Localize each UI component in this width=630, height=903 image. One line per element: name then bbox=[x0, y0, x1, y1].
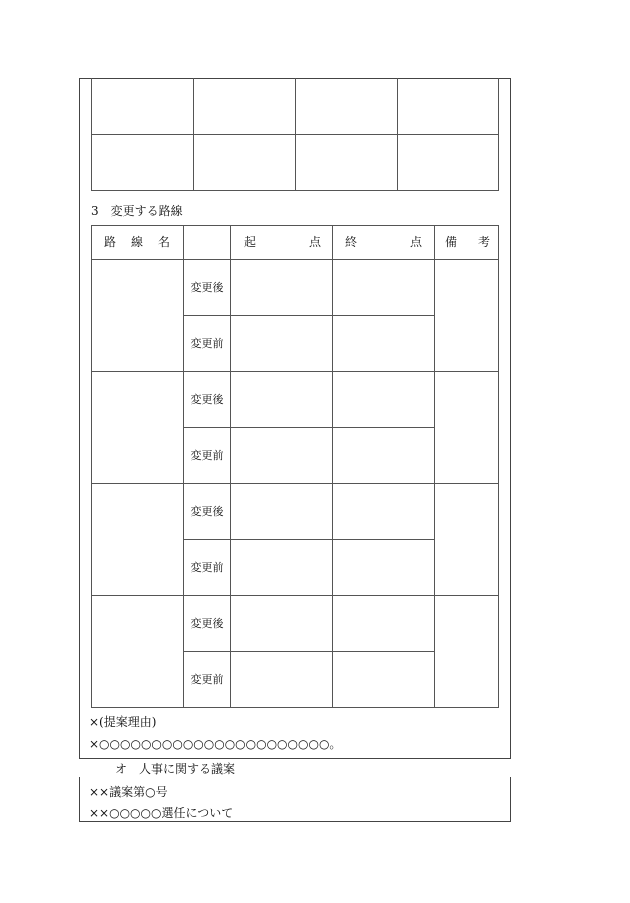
top-table-cell bbox=[397, 78, 499, 135]
end-cell bbox=[332, 427, 435, 484]
after-label: 変更後 bbox=[190, 617, 224, 630]
top-table-cell bbox=[295, 78, 398, 135]
header-start-char: 点 bbox=[309, 235, 322, 249]
remarks-cell bbox=[434, 483, 499, 596]
route-name-cell bbox=[91, 259, 184, 372]
reason-body: ×○○○○○○○○○○○○○○○○○○○○○○。 bbox=[89, 737, 342, 751]
before-label: 変更前 bbox=[190, 337, 224, 350]
end-cell bbox=[332, 539, 435, 596]
header-route-char: 路 bbox=[104, 235, 117, 249]
header-start-char: 起 bbox=[244, 235, 257, 249]
top-table-cell bbox=[193, 134, 296, 191]
header-route-char: 名 bbox=[158, 235, 171, 249]
start-cell bbox=[230, 371, 333, 428]
before-label: 変更前 bbox=[190, 449, 224, 462]
start-cell bbox=[230, 427, 333, 484]
header-remarks-char: 備 bbox=[445, 235, 458, 249]
top-table-cell bbox=[397, 134, 499, 191]
start-cell bbox=[230, 595, 333, 652]
top-table-cell bbox=[193, 78, 296, 135]
section-3-title: 3 変更する路線 bbox=[91, 204, 183, 218]
start-cell bbox=[230, 651, 333, 708]
end-cell bbox=[332, 595, 435, 652]
end-cell bbox=[332, 483, 435, 540]
section-o-title: オ 人事に関する議案 bbox=[115, 762, 236, 776]
after-label: 変更後 bbox=[190, 281, 224, 294]
header-end-char: 点 bbox=[410, 235, 423, 249]
start-cell bbox=[230, 315, 333, 372]
header-end-char: 終 bbox=[345, 235, 358, 249]
end-cell bbox=[332, 651, 435, 708]
bill-title: ××○○○○○選任について bbox=[89, 806, 234, 820]
before-label: 変更前 bbox=[190, 673, 224, 686]
top-table-cell bbox=[295, 134, 398, 191]
remarks-cell bbox=[434, 595, 499, 708]
route-name-cell bbox=[91, 595, 184, 708]
top-table-cell bbox=[91, 134, 194, 191]
after-label: 変更後 bbox=[190, 393, 224, 406]
route-name-cell bbox=[91, 371, 184, 484]
bill-number: ××議案第○号 bbox=[89, 785, 168, 799]
start-cell bbox=[230, 483, 333, 540]
route-name-cell bbox=[91, 483, 184, 596]
start-cell bbox=[230, 259, 333, 316]
end-cell bbox=[332, 315, 435, 372]
top-table-cell bbox=[91, 78, 194, 135]
remarks-cell bbox=[434, 259, 499, 372]
end-cell bbox=[332, 259, 435, 316]
header-blank bbox=[183, 225, 231, 260]
end-cell bbox=[332, 371, 435, 428]
after-label: 変更後 bbox=[190, 505, 224, 518]
before-label: 変更前 bbox=[190, 561, 224, 574]
remarks-cell bbox=[434, 371, 499, 484]
header-remarks-char: 考 bbox=[478, 235, 491, 249]
reason-heading: ×(提案理由) bbox=[89, 715, 157, 729]
header-route-char: 線 bbox=[131, 235, 144, 249]
start-cell bbox=[230, 539, 333, 596]
